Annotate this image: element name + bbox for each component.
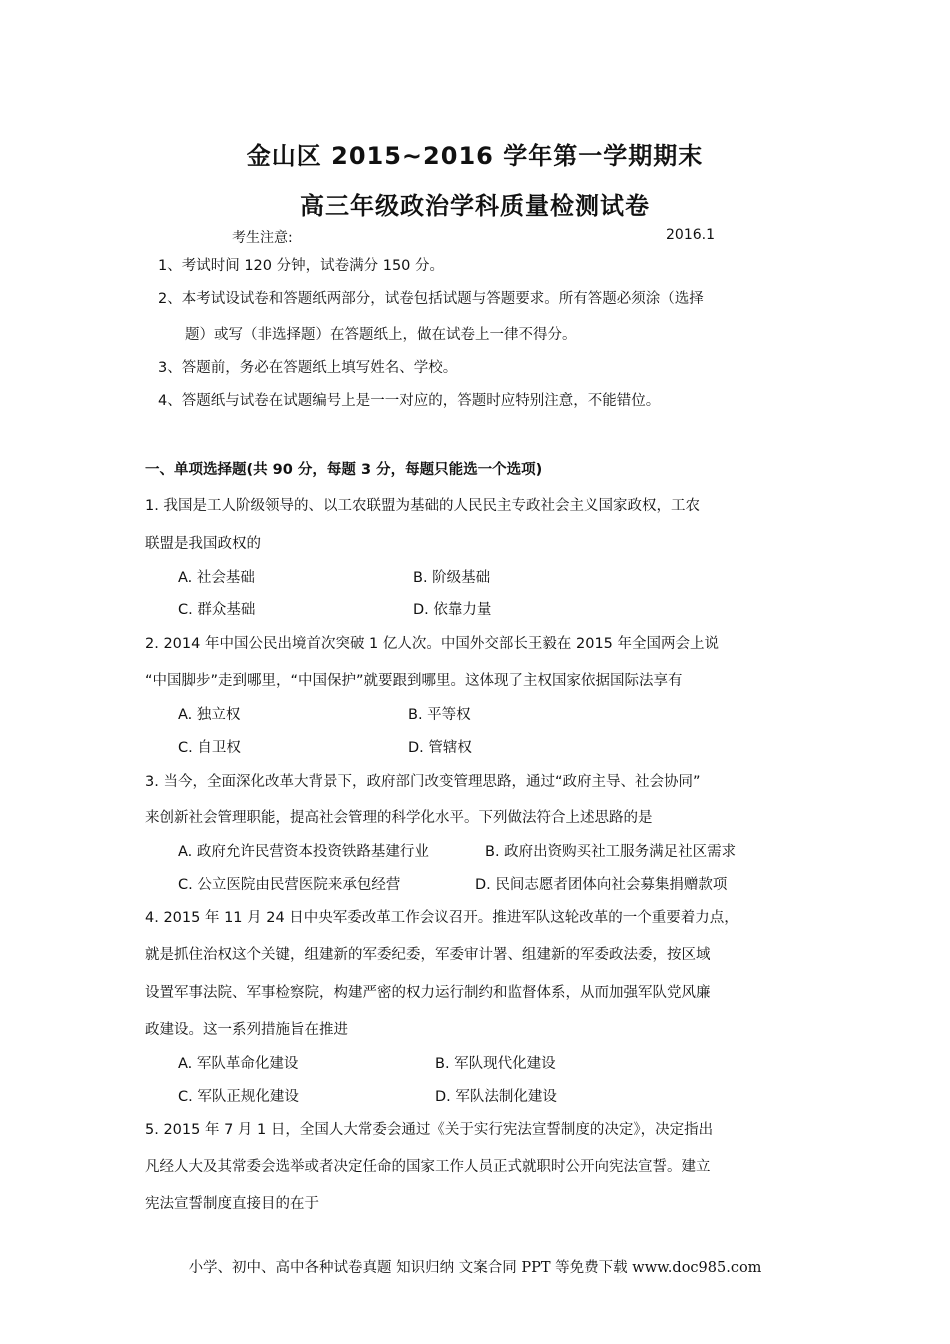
question-2-line-1: 2. 2014 年中国公民出境首次突破 1 亿人次。中国外交部长王毅在 2015 年全国两会上说 [145, 636, 720, 652]
question-2-option-c: C. 自卫权 [178, 740, 241, 756]
question-1-option-a: A. 社会基础 [178, 570, 255, 586]
question-1-option-d: D. 依靠力量 [413, 602, 492, 618]
question-3-option-a: A. 政府允许民营资本投资铁路基建行业 [178, 844, 429, 860]
question-5-line-2: 凡经人大及其常委会选举或者决定任命的国家工作人员正式就职时公开向宪法宣誓。建立 [145, 1159, 711, 1175]
question-2-option-b: B. 平等权 [408, 707, 471, 723]
notice-item-3: 3、答题前，务必在答题纸上填写姓名、学校。 [158, 360, 458, 376]
notice-item-1: 1、考试时间 120 分钟，试卷满分 150 分。 [158, 258, 445, 274]
notice-label: 考生注意: [232, 230, 293, 246]
question-3-line-1: 3. 当今，全面深化改革大背景下，政府部门改变管理思路，通过“政府主导、社会协同” [145, 774, 701, 790]
question-4-line-4: 政建设。这一系列措施旨在推进 [145, 1022, 348, 1038]
question-3-line-2: 来创新社会管理职能，提高社会管理的科学化水平。下列做法符合上述思路的是 [145, 810, 653, 826]
question-4-line-1: 4. 2015 年 11 月 24 日中央军委改革工作会议召开。推进军队这轮改革的一个重要着力点， [145, 910, 739, 926]
question-4-option-c: C. 军队正规化建设 [178, 1089, 299, 1105]
question-3-option-b: B. 政府出资购买社工服务满足社区需求 [485, 844, 737, 860]
question-1-option-b: B. 阶级基础 [413, 570, 491, 586]
question-2-option-d: D. 管辖权 [408, 740, 472, 756]
question-1-line-1: 1. 我国是工人阶级领导的、以工农联盟为基础的人民民主专政社会主义国家政权，工农 [145, 498, 700, 514]
exam-title-line2: 高三年级政治学科质量检测试卷 [300, 192, 650, 220]
question-4-option-d: D. 军队法制化建设 [435, 1089, 557, 1105]
question-2-option-a: A. 独立权 [178, 707, 241, 723]
question-4-line-3: 设置军事法院、军事检察院，构建严密的权力运行制约和监督体系，从而加强军队党风廉 [145, 985, 711, 1001]
exam-date: 2016.1 [666, 227, 715, 243]
notice-item-2: 2、本考试设试卷和答题纸两部分，试卷包括试题与答题要求。所有答题必须涂（选择 [158, 291, 704, 307]
page-footer: 小学、初中、高中各种试卷真题 知识归纳 文案合同 PPT 等免费下载 www.doc985.com [188, 1260, 762, 1276]
question-4-line-2: 就是抓住治权这个关键，组建新的军委纪委，军委审计署、组建新的军委政法委，按区域 [145, 947, 711, 963]
notice-item-2-cont: 题）或写（非选择题）在答题纸上，做在试卷上一律不得分。 [185, 327, 577, 343]
exam-title-line1: 金山区 2015~2016 学年第一学期期末 [246, 142, 704, 170]
question-4-option-b: B. 军队现代化建设 [435, 1056, 556, 1072]
question-1-line-2: 联盟是我国政权的 [145, 536, 261, 552]
question-2-line-2: “中国脚步”走到哪里，“中国保护”就要跟到哪里。这体现了主权国家依据国际法享有 [145, 673, 683, 689]
question-3-option-c: C. 公立医院由民营医院来承包经营 [178, 877, 401, 893]
question-5-line-3: 宪法宣誓制度直接目的在于 [145, 1196, 319, 1212]
question-3-option-d: D. 民间志愿者团体向社会募集捐赠款项 [475, 877, 728, 893]
question-4-option-a: A. 军队革命化建设 [178, 1056, 299, 1072]
question-1-option-c: C. 群众基础 [178, 602, 256, 618]
section-heading: 一、单项选择题(共 90 分，每题 3 分，每题只能选一个选项) [145, 462, 543, 478]
notice-item-4: 4、答题纸与试卷在试题编号上是一一对应的，答题时应特别注意，不能错位。 [158, 393, 661, 409]
question-5-line-1: 5. 2015 年 7 月 1 日，全国人大常委会通过《关于实行宪法宣誓制度的决定》，决定指出 [145, 1122, 714, 1138]
